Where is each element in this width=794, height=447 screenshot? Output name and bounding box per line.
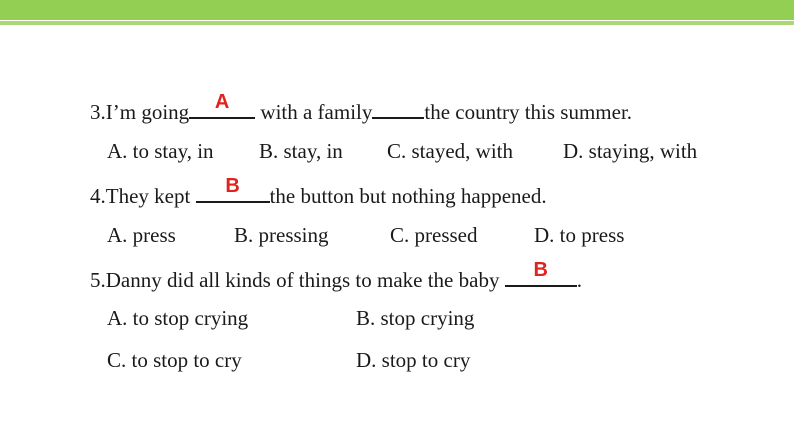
question-4-blank xyxy=(196,175,270,203)
question-5-text-before: Danny did all kinds of things to make the baby xyxy=(105,268,505,292)
question-3-text-end: the country this summer. xyxy=(424,100,633,124)
question-5-option-d: D. stop to cry xyxy=(356,348,471,372)
question-5-blank xyxy=(505,259,577,287)
question-3-number: 3. xyxy=(90,100,106,124)
question-5-answer: B xyxy=(533,259,548,281)
question-3-text-after: with a family xyxy=(255,100,373,124)
question-5-option-b: B. stop crying xyxy=(356,306,475,330)
question-5 xyxy=(90,259,582,292)
question-4-text-before: They kept xyxy=(105,184,196,208)
question-3-blank xyxy=(189,91,255,119)
question-3 xyxy=(90,91,633,124)
question-4-option-a: A. press xyxy=(107,223,176,247)
question-3-answer: A xyxy=(214,91,230,113)
question-4-answer: B xyxy=(225,175,240,197)
question-3-blank-2 xyxy=(372,97,424,119)
question-5-option-a: A. to stop crying xyxy=(107,306,249,330)
question-3-option-a: A. to stay, in xyxy=(107,139,214,163)
question-5-text-after: . xyxy=(576,268,582,292)
question-4 xyxy=(90,175,547,208)
question-5-option-c: C. to stop to cry xyxy=(107,348,242,372)
question-4-text-after: the button but nothing happened. xyxy=(269,184,547,208)
question-3-option-c: C. stayed, with xyxy=(387,139,513,163)
question-3-text-before: I’m going xyxy=(105,100,190,124)
header-stripe xyxy=(0,21,794,25)
question-4-option-b: B. pressing xyxy=(234,223,329,247)
question-4-option-d: D. to press xyxy=(534,223,625,247)
question-4-option-c: C. pressed xyxy=(390,223,478,247)
question-4-number: 4. xyxy=(90,184,106,208)
question-3-option-d: D. staying, with xyxy=(563,139,698,163)
question-3-option-b: B. stay, in xyxy=(259,139,343,163)
header-bar xyxy=(0,0,794,20)
question-5-number: 5. xyxy=(90,268,106,292)
